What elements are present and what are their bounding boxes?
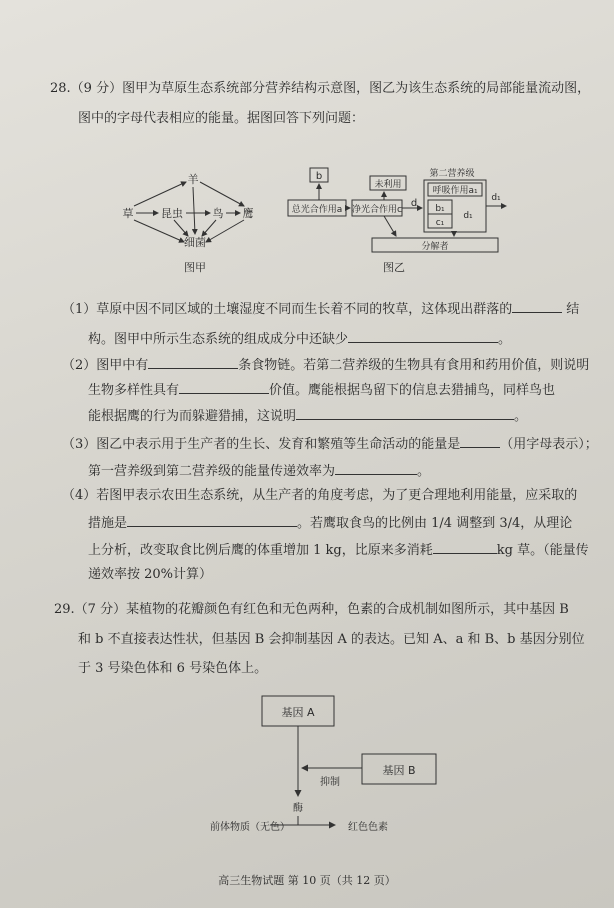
label-precursor: 前体物质（无色）: [210, 822, 290, 833]
answer-blank-4[interactable]: [179, 380, 269, 394]
label-weiliyong: 未利用: [374, 180, 402, 190]
fig-jia-caption: 图甲: [184, 261, 206, 274]
label-zong: 总光合作用a: [291, 205, 343, 215]
q28-p2-text-e: 能根据鹰的行为而躲避猎捕，这说明: [88, 409, 297, 424]
label-pigment: 红色色素: [348, 822, 388, 833]
node-kunchong: 昆虫: [161, 207, 183, 220]
label-dierjie: 第二营养级: [429, 169, 475, 179]
node-xijun: 细菌: [184, 236, 206, 249]
answer-blank-3[interactable]: [148, 355, 238, 369]
q28-p2-text-c: 生物多样性具有: [88, 383, 180, 398]
label-c1: c₁: [435, 218, 445, 228]
fig-yi-caption: 图乙: [383, 261, 405, 274]
label-b: b: [315, 171, 323, 182]
q28-stem-line1: 28.（9 分）图甲为草原生态系统部分营养结构示意图，图乙为该生态系统的局部能量流动图，: [50, 81, 591, 96]
food-web-figure: [100, 160, 280, 275]
answer-blank-7[interactable]: [335, 461, 417, 475]
answer-blank-9[interactable]: [433, 540, 497, 554]
label-d: d: [410, 198, 418, 209]
arrow-yang-ying: [200, 182, 244, 206]
q28-p1-text-a: （1）草原中因不同区域的土壤湿度不同而生长着不同的牧草，这体现出群落的: [62, 302, 513, 317]
label-inhibit: 抑制: [320, 777, 340, 788]
label-gene-a: 基因 A: [281, 706, 315, 719]
q28-p2-text-a: （2）图甲中有: [62, 358, 149, 373]
q28-p3-text-c: 第一营养级到第二营养级的能量传递效率为: [88, 464, 336, 479]
answer-blank-5[interactable]: [296, 406, 514, 420]
label-fenjie: 分解者: [421, 242, 449, 252]
label-enzyme: 酶: [293, 803, 303, 814]
arrow-niao-xijun: [202, 220, 216, 236]
label-b1: b₁: [435, 204, 445, 214]
arrow-ying-xijun: [206, 220, 244, 242]
answer-blank-2[interactable]: [348, 329, 498, 343]
q28-p4-text-f: 递效率按 20%计算）: [88, 567, 213, 582]
q28-p3-text-a: （3）图乙中表示用于生产者的生长、发育和繁殖等生命活动的能量是: [62, 437, 461, 452]
energy-flow-figure: [284, 160, 514, 275]
q28-p2-text-f: 。: [514, 409, 528, 424]
answer-blank-8[interactable]: [127, 513, 297, 527]
page-footer: 高三生物试题 第 10 页（共 12 页）: [218, 874, 396, 887]
gene-pathway-diagram: [200, 690, 460, 850]
arrow-yang-xijun: [193, 187, 195, 234]
q28-p3-text-d: 。: [417, 464, 431, 479]
q28-stem-line2: 图中的字母代表相应的能量。据图回答下列问题：: [78, 111, 365, 126]
q28-p2-text-b: 条食物链。若第二营养级的生物具有食用和药用价值，则说明: [238, 358, 590, 373]
node-niao: 鸟: [212, 207, 224, 220]
q28-p1-text-d: 。: [498, 332, 512, 347]
label-jing: 净光合作用c: [352, 205, 402, 215]
arrow-kunchong-xijun: [174, 220, 188, 236]
answer-blank-1[interactable]: [512, 299, 562, 313]
q29-line1: 29.（7 分）某植物的花瓣颜色有红色和无色两种，色素的合成机制如图所示，其中基因 B: [54, 602, 569, 617]
q28-p4-text-b: 措施是: [88, 516, 128, 531]
q28-p4-text-a: （4）若图甲表示农田生态系统，从生产者的角度考虑，为了更合理地利用能量，应采取的: [62, 488, 578, 503]
q28-p2-text-d: 价值。鹰能根据鸟留下的信息去猎捕鸟，同样鸟也: [269, 383, 556, 398]
q28-p4-text-c: 。若鹰取食鸟的比例由 1/4 调整到 3/4，从理论: [297, 516, 573, 531]
node-ying: 鹰: [242, 207, 254, 220]
q29-line3: 于 3 号染色体和 6 号染色体上。: [78, 661, 268, 676]
label-gene-b: 基因 B: [382, 764, 416, 777]
q28-p3-text-b: （用字母表示）；: [500, 437, 598, 452]
q29-line2: 和 b 不直接表达性状，但基因 B 会抑制基因 A 的表达。已知 A、a 和 B、b 基因分别位: [78, 632, 585, 647]
label-huxi: 呼吸作用a₁: [432, 186, 478, 196]
q28-p1-text-b: 结: [566, 302, 580, 317]
node-yang: 羊: [187, 173, 199, 186]
q28-p4-text-e: kg 草。（能量传: [496, 543, 589, 558]
label-d1: d₁: [463, 211, 473, 221]
arrow-cao-yang: [134, 182, 186, 206]
q28-p4-text-d: 上分析，改变取食比例后鹰的体重增加 1 kg，比原来多消耗: [88, 543, 433, 558]
label-d1-out: d₁: [491, 193, 501, 203]
q28-p1-text-c: 构。图甲中所示生态系统的组成成分中还缺少: [88, 332, 349, 347]
answer-blank-6[interactable]: [460, 434, 500, 448]
node-cao: 草: [122, 207, 134, 220]
